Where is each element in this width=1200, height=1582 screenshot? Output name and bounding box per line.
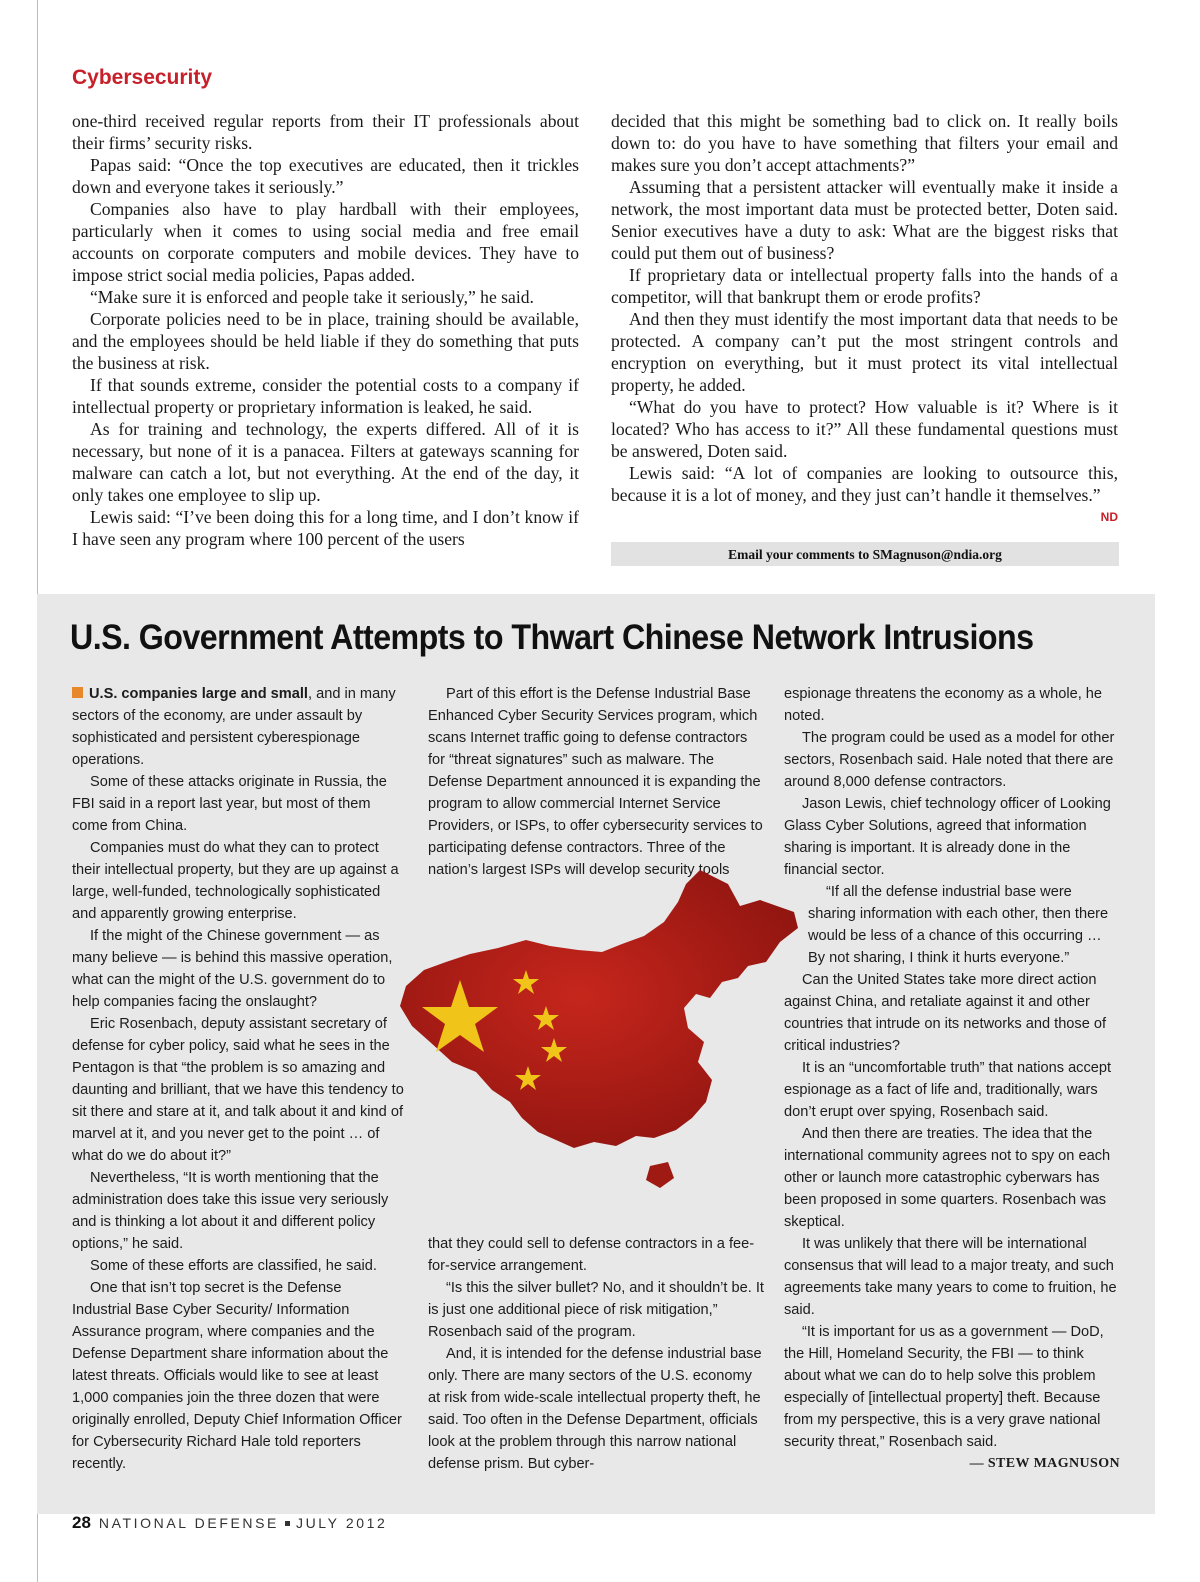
publication-name: NATIONAL DEFENSE bbox=[98, 1515, 279, 1531]
page-number: 28 bbox=[72, 1513, 91, 1532]
paragraph: And then they must identify the most important data that needs to be protected. A company can’t put the most stringent controls and encryption on everything, but it must protect its vital intellectual property, he added. bbox=[611, 309, 1118, 395]
sidebar-column-2-bottom bbox=[428, 1233, 766, 1475]
paragraph: Some of these efforts are classified, he said. bbox=[90, 1258, 377, 1274]
paragraph: Lewis said: “A lot of companies are looking to outsource this, because it is a lot of money, and they just can’t handle it themselves.” bbox=[611, 463, 1118, 505]
page-footer bbox=[72, 1513, 387, 1533]
article-left-column bbox=[72, 110, 579, 550]
email-comments-bar: Email your comments to SMagnuson@ndia.org bbox=[611, 542, 1119, 566]
paragraph: Papas said: “Once the top executives are educated, then it trickles down and everyone takes it seriously.” bbox=[72, 155, 579, 197]
paragraph: Companies also have to play hardball with their employees, particularly when it comes to using social media and free email accounts on corporate computers and mobile devices. They have to impose strict social media policies, Papas added. bbox=[72, 199, 579, 285]
paragraph: As for training and technology, the experts differed. All of it is necessary, but none of it is a panacea. Filters at gateways scanning for malware can catch a lot, but not everything. At the end of the day, it only takes one employee to slip up. bbox=[72, 419, 579, 505]
paragraph: “What do you have to protect? How valuable is it? Where is it located? Who has access to it?” All these fundamental questions must be answered, Doten said. bbox=[611, 397, 1118, 461]
paragraph: One that isn’t top secret is the Defense Industrial Base Cyber Security/ Information Assurance program, where companies and the Defense Department share information about the latest threats. Officials would like to see at least 1,000 companies join the three dozen that were originally enrolled, Deputy Chief Information Officer for Cybersecurity Richard Hale told reporters recently. bbox=[72, 1280, 402, 1472]
paragraph: Eric Rosenbach, deputy assistant secretary of defense for cyber policy, said what he sees in the Pentagon is that “the problem is so amazing and daunting and brilliant, that we have this tendency to sit there and stare at it, and talk about it and kind of marvel at it, and you never get to the point … of what do we do about it?” bbox=[72, 1016, 404, 1164]
paragraph: The program could be used as a model for other sectors, Rosenbach said. Hale noted that there are around 8,000 defense contractors. bbox=[784, 730, 1115, 790]
paragraph: Part of this effort is the Defense Industrial Base Enhanced Cyber Security Services program, which scans Internet traffic going to defense contractors for “threat signatures” such as malware. The Defense Department announced it is expanding the program to allow commercial Internet Service Providers, or ISPs, to offer cybersecurity services to participating defense contractors. Three of the nation’s largest ISPs will develop security tools bbox=[428, 686, 763, 878]
paragraph: If that sounds extreme, consider the potential costs to a company if intellectual property or proprietary information is leaked, he said. bbox=[72, 375, 579, 417]
paragraph: “If all the defense industrial base were sharing information with each other, then there would be less of a chance of this occurring … By not sharing, I think it hurts everyone.” bbox=[808, 884, 1109, 966]
sidebar-headline: U.S. Government Attempts to Thwart Chinese Network Intrusions bbox=[70, 618, 1034, 657]
paragraph: If the might of the Chinese government — as many believe — is behind this massive operation, what can the might of the U.S. government do to help companies facing the onslaught? bbox=[72, 928, 393, 1010]
sidebar-column-1 bbox=[72, 683, 404, 1475]
sidebar-column-2-top bbox=[428, 683, 766, 881]
paragraph: “Is this the silver bullet? No, and it shouldn’t be. It is just one additional piece of risk mitigation,” Rosenbach said of the program. bbox=[428, 1280, 764, 1340]
paragraph: And then there are treaties. The idea that the international community agrees not to spy on each other or launch more catastrophic cyberwars has been proposed in some quarters. Rosenbach was skeptical. bbox=[784, 1126, 1111, 1230]
article-right-column bbox=[611, 110, 1118, 528]
bullet-square-icon bbox=[72, 687, 83, 698]
paragraph: Companies must do what they can to protect their intellectual property, but they are up against a large, well-funded, technologically sophisticated and apparently growing enterprise. bbox=[72, 840, 399, 922]
byline: — STEW MAGNUSON bbox=[969, 1456, 1120, 1471]
paragraph: Lewis said: “I’ve been doing this for a long time, and I don’t know if I have seen any program where 100 percent of the users bbox=[72, 507, 579, 549]
paragraph: “Make sure it is enforced and people take it seriously,” he said. bbox=[90, 287, 534, 307]
paragraph: espionage threatens the economy as a whole, he noted. bbox=[784, 686, 1103, 724]
paragraph: Assuming that a persistent attacker will eventually make it inside a network, the most important data must be protected better, Doten said. Senior executives have a duty to ask: What are the biggest risks that could put them out of business? bbox=[611, 177, 1118, 263]
paragraph: Some of these attacks originate in Russia, the FBI said in a report last year, but most of them come from China. bbox=[72, 774, 387, 834]
end-mark: ND bbox=[1100, 510, 1118, 524]
separator-dot-icon bbox=[285, 1521, 290, 1526]
paragraph: that they could sell to defense contractors in a fee-for-service arrangement. bbox=[428, 1236, 755, 1274]
paragraph: “It is important for us as a government — DoD, the Hill, Homeland Security, the FBI — to think about what we can do to help solve this problem especially of [intellectual property] theft. Because from my perspective, this is a very grave national security threat,” Rosenbach said. bbox=[784, 1324, 1104, 1450]
paragraph: Nevertheless, “It is worth mentioning that the administration does take this issue very seriously and is thinking a lot about it and different policy options,” he said. bbox=[72, 1170, 389, 1252]
section-label: Cybersecurity bbox=[72, 66, 213, 89]
sidebar-column-3 bbox=[784, 683, 1120, 1475]
lead-text: , and in many sectors of the economy, are under assault by sophisticated and persistent cyberespionage operations. bbox=[72, 686, 396, 768]
paragraph: And, it is intended for the defense industrial base only. There are many sectors of the U.S. economy at risk from wide-scale intellectual property theft, he said. Too often in the Defense Department, officials look at the problem through this narrow national defense prism. But cyber- bbox=[428, 1346, 762, 1472]
lead-in: U.S. companies large and small bbox=[89, 686, 308, 702]
paragraph: If proprietary data or intellectual property falls into the hands of a competitor, will that bankrupt them or erode profits? bbox=[611, 265, 1118, 307]
paragraph: decided that this might be something bad to click on. It really boils down to: do you have to have something that filters your email and makes sure you don’t accept attachments?” bbox=[611, 111, 1118, 175]
hainan-island-shape bbox=[646, 1162, 674, 1188]
paragraph: Jason Lewis, chief technology officer of Looking Glass Cyber Solutions, agreed that information sharing is important. It is already done in the financial sector. bbox=[784, 796, 1111, 878]
paragraph: Can the United States take more direct action against China, and retaliate against it and other countries that intrude on its networks and those of critical industries? bbox=[784, 972, 1107, 1054]
paragraph: Corporate policies need to be in place, training should be available, and the employees should be held liable if they do something that puts the business at risk. bbox=[72, 309, 579, 373]
lead-paragraph bbox=[72, 683, 404, 771]
paragraph: It is an “uncomfortable truth” that nations accept espionage as a fact of life and, traditionally, wars don’t erupt over spying, Rosenbach said. bbox=[784, 1060, 1112, 1120]
paragraph: It was unlikely that there will be international consensus that will lead to a major treaty, and such agreements take many years to come to fruition, he said. bbox=[784, 1236, 1117, 1318]
issue-date: JULY 2012 bbox=[296, 1515, 388, 1531]
china-flag-map-image bbox=[388, 866, 808, 1216]
paragraph: one-third received regular reports from their IT professionals about their firms’ security risks. bbox=[72, 111, 579, 153]
